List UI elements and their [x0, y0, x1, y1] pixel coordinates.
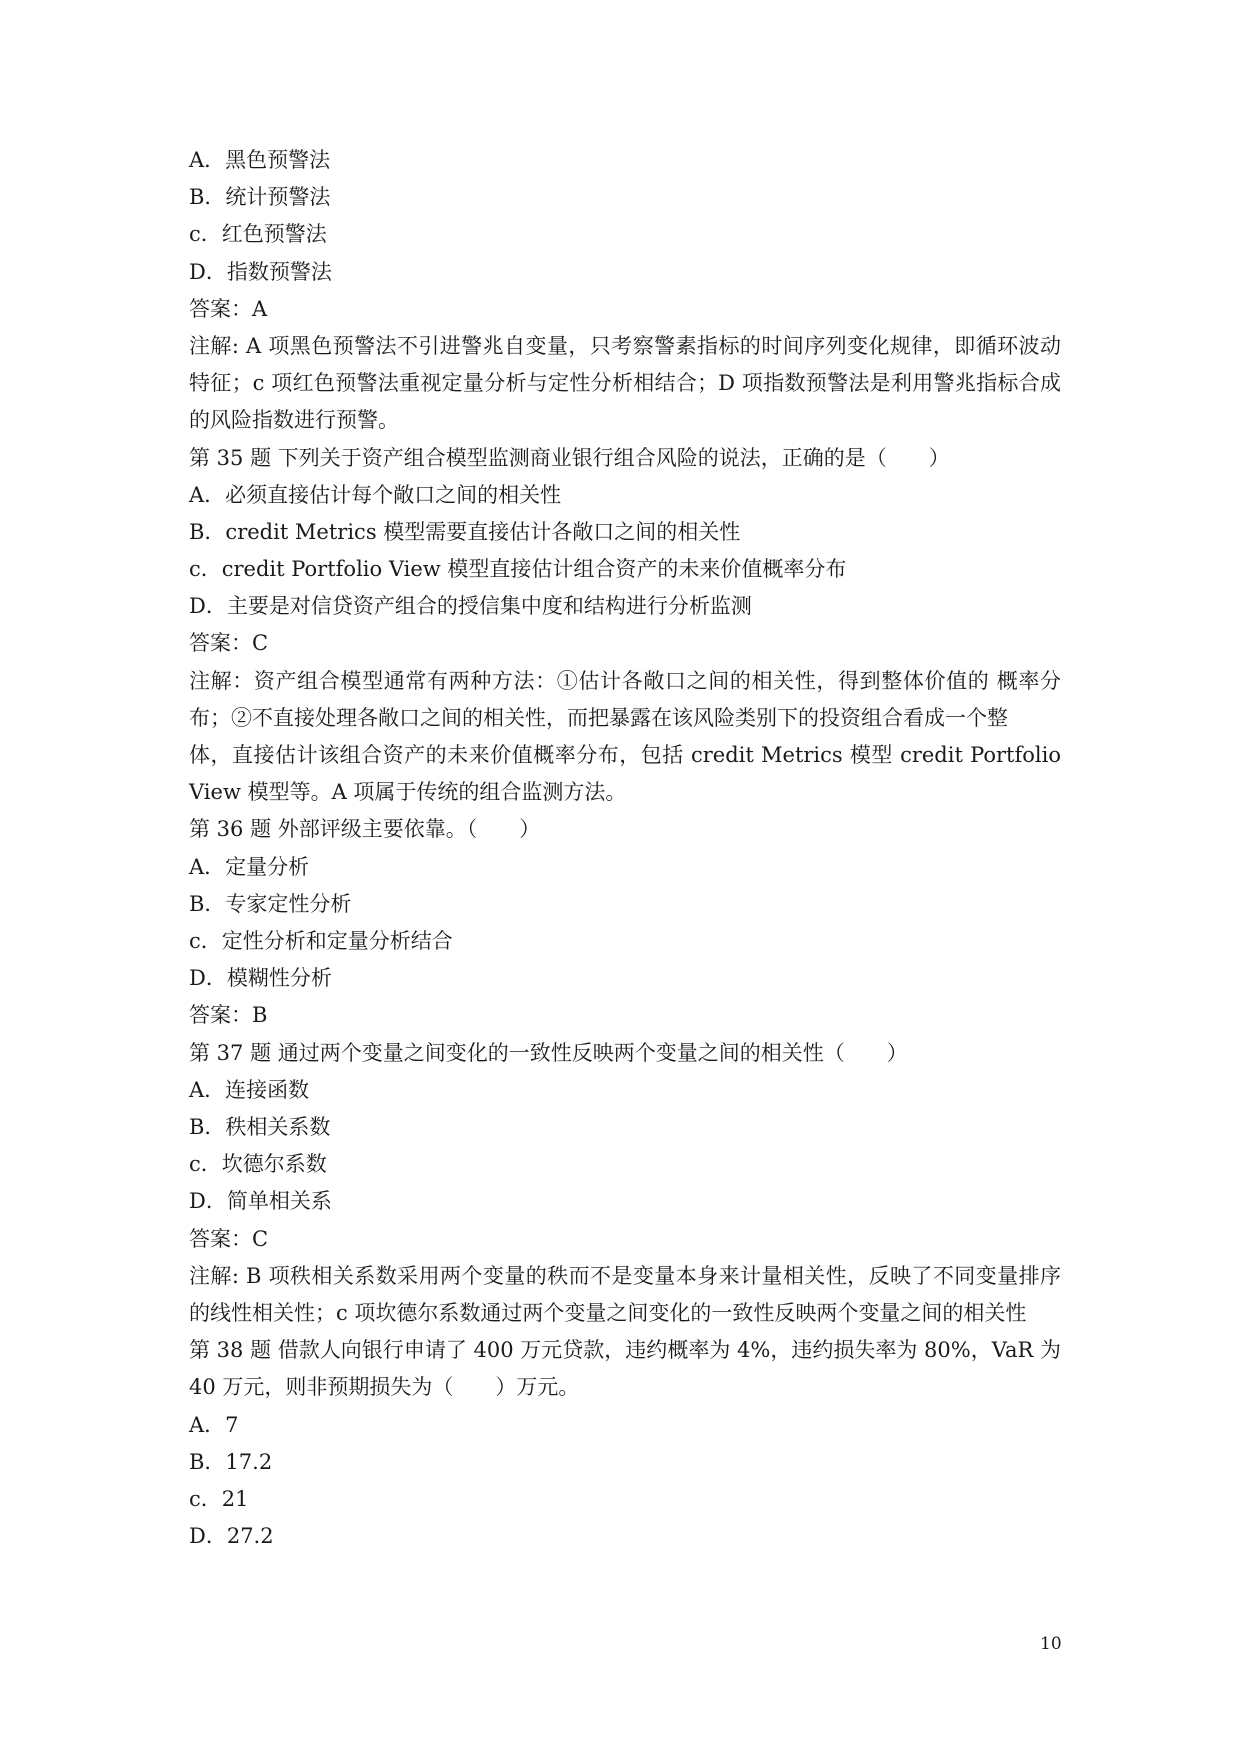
option-line: A．7 — [189, 1412, 239, 1437]
option-line: B．统计预警法 — [189, 185, 331, 210]
page-content — [189, 142, 1061, 1555]
note-paragraph: 注解: A 项黑色预警法不引进警兆自变量，只考察警素指标的时间序列变化规律，即循环波动特征；c 项红色预警法重视定量分析与定性分析相结合；D 项指数预警法是利用警兆指标合成的风险指数进行预警。 — [189, 333, 1061, 433]
question-36: 第 36 题 外部评级主要依靠。（ ） — [189, 817, 541, 842]
answer-line: 答案：C — [189, 1226, 269, 1251]
option-line: c．21 — [189, 1486, 249, 1511]
option-line: D．27.2 — [189, 1524, 274, 1549]
option-line: c．红色预警法 — [189, 222, 327, 247]
option-line: B．credit Metrics 模型需要直接估计各敞口之间的相关性 — [189, 519, 741, 544]
question-35: 第 35 题 下列关于资产组合模型监测商业银行组合风险的说法，正确的是（ ） — [189, 445, 950, 470]
option-line: A．定量分析 — [189, 854, 310, 879]
note-paragraph: 注解：资产组合模型通常有两种方法：①估计各敞口之间的相关性，得到整体价值的 概率分布；②不直接处理各敞口之间的相关性，而把暴露在该风险类别下的投资组合看成一个整 — [189, 668, 1061, 730]
option-line: D．主要是对信贷资产组合的授信集中度和结构进行分析监测 — [189, 594, 752, 619]
option-line: D．简单相关系 — [189, 1189, 332, 1214]
option-line: c．定性分析和定量分析结合 — [189, 929, 453, 954]
note-paragraph: 体，直接估计该组合资产的未来价值概率分布，包括 credit Metrics 模型 credit Portfolio View 模型等。A 项属于传统的组合监测方法。 — [189, 743, 1061, 805]
option-line: B．17.2 — [189, 1449, 273, 1474]
option-line: A．连接函数 — [189, 1077, 310, 1102]
answer-line: 答案：C — [189, 631, 269, 656]
answer-line: 答案：B — [189, 1003, 268, 1028]
option-line: B．专家定性分析 — [189, 891, 352, 916]
option-line: B．秩相关系数 — [189, 1114, 331, 1139]
option-line: c．坎德尔系数 — [189, 1152, 327, 1177]
answer-line: 答案：A — [189, 296, 268, 321]
option-line: c．credit Portfolio View 模型直接估计组合资产的未来价值概率分布 — [189, 557, 847, 582]
option-line: D．指数预警法 — [189, 259, 332, 284]
page-number: 10 — [1040, 1634, 1062, 1654]
question-38: 第 38 题 借款人向银行申请了 400 万元贷款，违约概率为 4%，违约损失率为 80%，VaR 为 40 万元，则非预期损失为（ ）万元。 — [189, 1338, 1061, 1400]
note-paragraph: 注解: B 项秩相关系数采用两个变量的秩而不是变量本身来计量相关性，反映了不同变量排序的线性相关性；c 项坎德尔系数通过两个变量之间变化的一致性反映两个变量之间的相关性 — [189, 1263, 1061, 1325]
option-line: A．必须直接估计每个敞口之间的相关性 — [189, 482, 562, 507]
option-line: A．黑色预警法 — [189, 148, 331, 172]
question-37: 第 37 题 通过两个变量之间变化的一致性反映两个变量之间的相关性（ ） — [189, 1040, 908, 1065]
option-line: D．模糊性分析 — [189, 966, 332, 991]
